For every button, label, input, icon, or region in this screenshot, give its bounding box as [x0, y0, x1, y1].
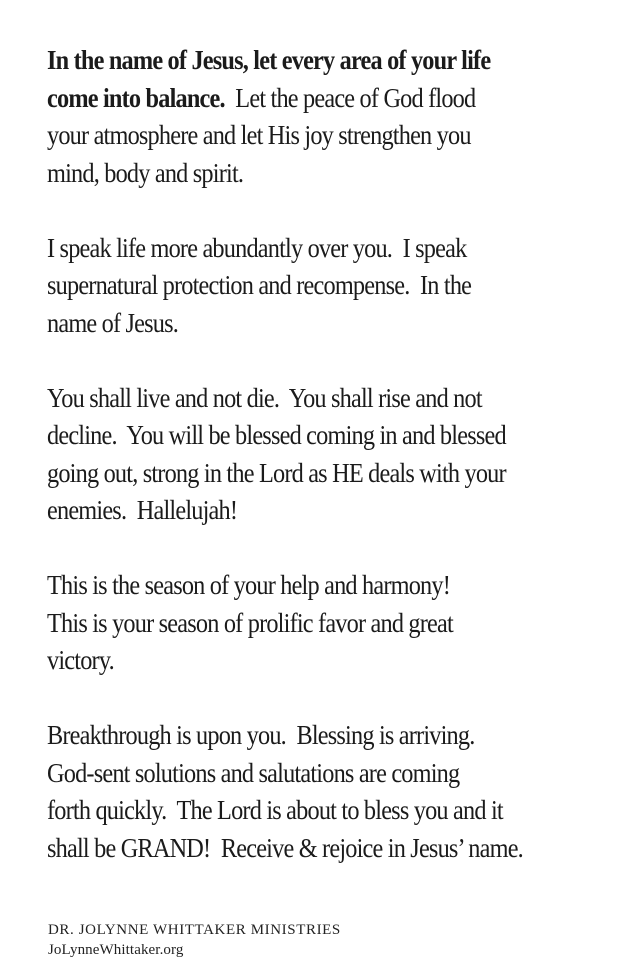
- document-body: [47, 42, 551, 905]
- paragraph-line: forth quickly. The Lord is about to bless you and it: [47, 795, 503, 825]
- paragraph-line: [47, 117, 551, 155]
- paragraph-1: [47, 42, 551, 192]
- paragraph-line: shall be GRAND! Receive & rejoice in Jesus’ name.: [47, 832, 523, 863]
- line-text: mind, body and spirit.: [47, 157, 244, 188]
- line-text: your atmosphere and let His joy strengthen you: [47, 120, 471, 150]
- paragraph-line: God-sent solutions and salutations are coming: [47, 757, 460, 788]
- paragraph-2: [47, 230, 551, 343]
- paragraph-line: You shall live and not die. You shall rise and not: [47, 382, 482, 413]
- paragraph-line: victory.: [47, 645, 114, 675]
- paragraph-line: decline. You will be blessed coming in and blessed: [47, 420, 506, 450]
- paragraph-line: Breakthrough is upon you. Blessing is arriving.: [47, 720, 475, 750]
- ministry-name: DR. JOLYNNE WHITTAKER MINISTRIES: [48, 922, 341, 938]
- paragraph-line: This is the season of your help and harmony!: [47, 570, 451, 600]
- paragraph-line: I speak life more abundantly over you. I speak: [47, 232, 467, 263]
- paragraph-5: [47, 717, 551, 867]
- paragraph-line: name of Jesus.: [47, 307, 179, 338]
- bold-text: In the name of Jesus, let every area of your life: [47, 45, 491, 75]
- paragraph-line: going out, strong in the Lord as HE deals with your: [47, 457, 506, 488]
- paragraph-line: supernatural protection and recompense. In the: [47, 270, 472, 300]
- paragraph-line: [47, 42, 551, 80]
- paragraph-line: [47, 155, 551, 193]
- paragraph-line: [47, 80, 551, 118]
- line-text: Let the peace of God flood: [224, 82, 476, 113]
- paragraph-line: enemies. Hallelujah!: [47, 495, 238, 525]
- paragraph-3: [47, 380, 551, 530]
- bold-text: come into balance.: [47, 82, 225, 113]
- website-link[interactable]: JoLynneWhittaker.org: [48, 942, 184, 958]
- footer: [48, 920, 341, 960]
- paragraph-4: [47, 567, 551, 680]
- paragraph-line: This is your season of prolific favor and great: [47, 607, 453, 638]
